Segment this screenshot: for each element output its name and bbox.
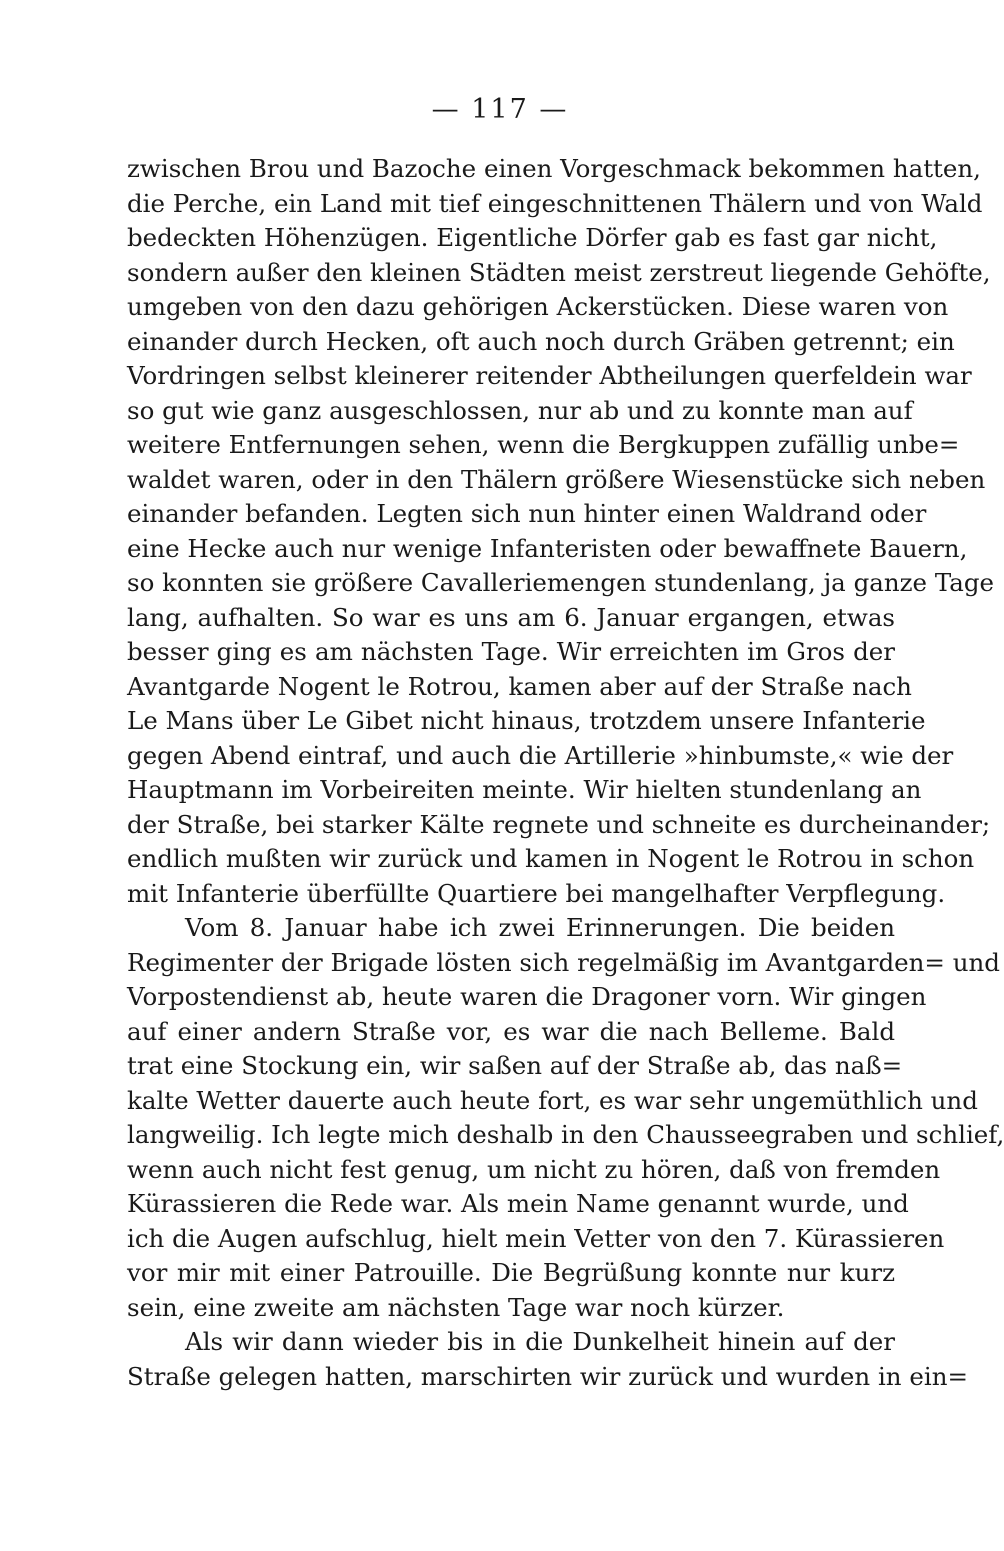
text-line: Le Mans über Le Gibet nicht hinaus, trotzdem unsere Infanterie	[127, 706, 926, 735]
text-line: einander befanden. Legten sich nun hinter einen Waldrand oder	[127, 499, 927, 528]
text-line: Vordringen selbst kleinerer reitender Abtheilungen querfeldein war	[127, 361, 972, 390]
text-line: waldet waren, oder in den Thälern größere Wiesenstücke sich neben	[127, 464, 986, 494]
text-line: der Straße, bei starker Kälte regnete und schneite es durcheinander;	[127, 809, 991, 839]
text-line: eine Hecke auch nur wenige Infanteristen oder bewaffnete Bauern,	[127, 533, 968, 563]
text-line: so gut wie ganz ausgeschlossen, nur ab und zu konnte man auf	[127, 395, 913, 425]
text-line: Avantgarde Nogent le Rotrou, kamen aber auf der Straße nach	[127, 671, 912, 701]
text-line: weitere Entfernungen sehen, wenn die Bergkuppen zufällig unbe=	[127, 430, 960, 459]
paragraph-end-line: mit Infanterie überfüllte Quartiere bei mangelhafter Verpflegung.	[127, 878, 946, 908]
text-line: bedeckten Höhenzügen. Eigentliche Dörfer gab es fast gar nicht,	[127, 223, 938, 252]
text-line: endlich mußten wir zurück und kamen in Nogent le Rotrou in schon	[127, 844, 975, 873]
text-line: gegen Abend eintraf, und auch die Artillerie »hinbumste,« wie der	[127, 740, 954, 770]
text-line: langweilig. Ich legte mich deshalb in den Chausseegraben und schlief,	[127, 1120, 1004, 1149]
text-line: Regimenter der Brigade lösten sich regelmäßig im Avantgarden= und	[127, 947, 1000, 977]
text-line: Vorpostendienst ab, heute waren die Dragoner vorn. Wir gingen	[127, 982, 927, 1011]
text-line: trat eine Stockung ein, wir saßen auf der Straße ab, das naß=	[127, 1051, 903, 1080]
text-line: besser ging es am nächsten Tage. Wir erreichten im Gros der	[127, 637, 895, 666]
text-line: sondern außer den kleinen Städten meist zerstreut liegende Gehöfte,	[127, 257, 991, 287]
paragraph-start-line: Als wir dann wieder bis in die Dunkelheit hinein auf der	[185, 1327, 895, 1356]
text-line: einander durch Hecken, oft auch noch durch Gräben getrennt; ein	[127, 326, 955, 356]
text-line: ich die Augen aufschlug, hielt mein Vetter von den 7. Kürassieren	[127, 1223, 945, 1253]
text-line: vor mir mit einer Patrouille. Die Begrüßung konnte nur kurz	[127, 1258, 895, 1287]
text-line: Hauptmann im Vorbeireiten meinte. Wir hielten stundenlang an	[127, 775, 922, 804]
text-line: kalte Wetter dauerte auch heute fort, es war sehr ungemüthlich und	[127, 1085, 978, 1115]
text-line: lang, aufhalten. So war es uns am 6. Januar ergangen, etwas	[127, 602, 895, 632]
text-line: Kürassieren die Rede war. Als mein Name genannt wurde, und	[127, 1189, 909, 1218]
page-number: — 117 —	[431, 94, 569, 125]
text-line: umgeben von den dazu gehörigen Ackerstücken. Diese waren von	[127, 292, 949, 321]
text-line: Straße gelegen hatten, marschirten wir zurück und wurden in ein=	[127, 1361, 969, 1391]
text-line: zwischen Brou und Bazoche einen Vorgeschmack bekommen hatten,	[127, 154, 981, 183]
paragraph-end-line: sein, eine zweite am nächsten Tage war noch kürzer.	[127, 1292, 785, 1322]
text-line: die Perche, ein Land mit tief eingeschnittenen Thälern und von Wald	[127, 188, 983, 218]
text-line: auf einer andern Straße vor, es war die nach Belleme. Bald	[127, 1016, 895, 1046]
body-text	[127, 152, 1004, 1394]
text-line: so konnten sie größere Cavalleriemengen stundenlang, ja ganze Tage	[127, 568, 995, 597]
paragraph-start-line: Vom 8. Januar habe ich zwei Erinnerungen. Die beiden	[185, 913, 895, 942]
text-line: wenn auch nicht fest genug, um nicht zu hören, daß von fremden	[127, 1154, 941, 1184]
